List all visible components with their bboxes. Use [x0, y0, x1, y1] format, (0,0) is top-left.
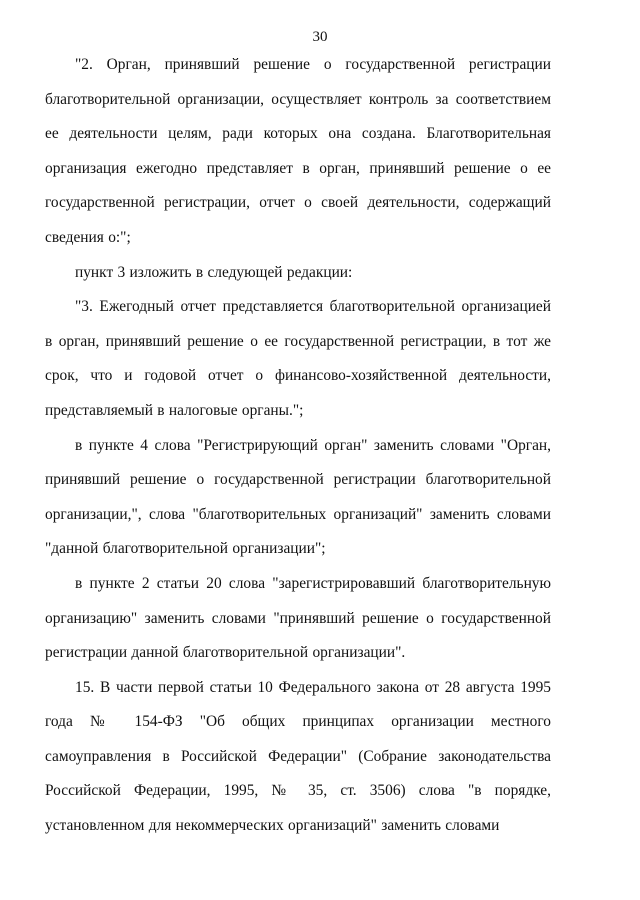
document-body — [45, 48, 551, 844]
paragraph-point-4-amendment: в пункте 4 слова "Регистрирующий орган" заменить словами "Орган, принявший решение о государственной регистрации благотворительной организации,", слова "благотворительных организаций" заменить словами "данной благотворительной организации"; — [45, 436, 551, 558]
paragraph-article-20-amendment: в пункте 2 статьи 20 слова "зарегистрировавший благотворительную организацию" заменить словами "принявший решение о государственной регистрации данной благотворительной организации". — [45, 574, 551, 662]
paragraph-item-15: 15. В части первой статьи 10 Федерального закона от 28 августа 1995 года № 154-ФЗ "Об общих принципах организации местного самоуправления в Российской Федерации" (Собрание законодательства Российской Федерации, 1995, № 35, ст. 3506) слова "в порядке, установленном для некоммерческих организаций" заменить словами — [45, 678, 551, 835]
page-number: 30 — [312, 29, 328, 45]
paragraph-point-3-instruction: пункт 3 изложить в следующей редакции: — [75, 263, 353, 281]
paragraph-charity-oversight: "2. Орган, принявший решение о государственной регистрации благотворительной организации, осуществляет контроль за соответствием ее деятельности целям, ради которых она создана. Благотворительная организация ежегодно представляет в орган, принявший решение о ее государственной регистрации, отчет о своей деятельности, содержащий сведения о:"; — [45, 56, 551, 246]
paragraph-annual-report: "3. Ежегодный отчет представляется благотворительной организацией в орган, принявший решение о ее государственной регистрации, в тот же срок, что и годовой отчет о финансово-хозяйственной деятельности, представляемый в налоговые органы."; — [45, 298, 551, 419]
